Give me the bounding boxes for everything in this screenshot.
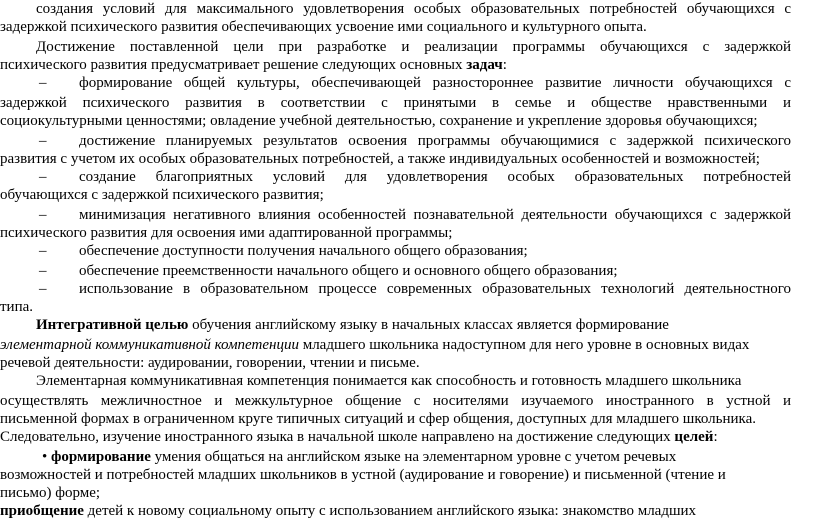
list-item: – обеспечение доступности получения начального общего образования; xyxy=(39,243,528,259)
text-line: обучающихся с задержкой психического развития; xyxy=(0,187,324,203)
text-line: типа. xyxy=(0,299,34,315)
text-line: создания условий для максимального удовлетворения особых образовательных потребностей обучающихся с xyxy=(36,1,791,17)
text-line: речевой деятельности: аудировании, говорении, чтении и письме. xyxy=(0,355,420,371)
list-item: – минимизация негативного влияния особенностей познавательной деятельности обучающихся с задержкой xyxy=(39,207,791,223)
text-line: развития с учетом их особых образовательных потребностей, а также индивидуальных особенностей и возможностей; xyxy=(0,151,760,167)
text-line: Следовательно, изучение иностранного языка в начальной школе направлено на достижение следующих целей: xyxy=(0,429,718,445)
list-item: – обеспечение преемственности начального общего и основного общего образования; xyxy=(39,263,618,279)
text-line: задержкой психического развития в соответствии с принятыми в семье и обществе нравственными и xyxy=(0,95,791,111)
paragraph-first-line: Элементарная коммуникативная компетенция понимается как способность и готовность младшего школьника xyxy=(36,373,742,389)
list-item: – достижение планируемых результатов освоения программы обучающимися с задержкой психического xyxy=(39,133,791,149)
text-line: письменной формах в ограниченном круге типичных ситуаций и сфер общения, доступных для младшего школьника. xyxy=(0,411,756,427)
text-line: элементарной коммуникативной компетенции младшего школьника надоступном для него уровне в основных видах xyxy=(0,337,750,353)
list-item: – формирование общей культуры, обеспечивающей разностороннее развитие личности обучающихся с xyxy=(39,75,791,91)
text-line: социокультурными ценностями; овладение учебной деятельностью, сохранение и укрепление здоровья обучающихся; xyxy=(0,113,758,129)
paragraph-first-line: Интегративной целью обучения английскому языку в начальных классах является формирование xyxy=(36,317,669,333)
text-line: письмо) форме; xyxy=(0,485,101,501)
bullet-item: • формирование умения общаться на английском языке на элементарном уровне с учетом речевых xyxy=(42,449,677,465)
paragraph-first-line: Достижение поставленной цели при разработке и реализации программы обучающихся с задержкой xyxy=(36,39,791,55)
text-line: осуществлять межличностное и межкультурное общение с носителями изучаемого иностранного в устной и xyxy=(0,393,791,409)
text-line: приобщение детей к новому социальному опыту с использованием английского языка: знакомство младших xyxy=(0,503,697,519)
list-item: – создание благоприятных условий для удовлетворения особых образовательных потребностей xyxy=(39,169,791,185)
text-line: возможностей и потребностей младших школьников в устной (аудирование и говорение) и письменной (чтение и xyxy=(0,467,726,483)
list-item: – использование в образовательном процессе современных образовательных технологий деятельностного xyxy=(39,281,791,297)
text-line: задержкой психического развития обеспечивающих усвоение ими социального и культурного опыта. xyxy=(0,19,647,35)
text-line: психического развития предусматривает решение следующих основных задач: xyxy=(0,57,507,73)
text-line: психического развития для освоения ими адаптированной программы; xyxy=(0,225,453,241)
